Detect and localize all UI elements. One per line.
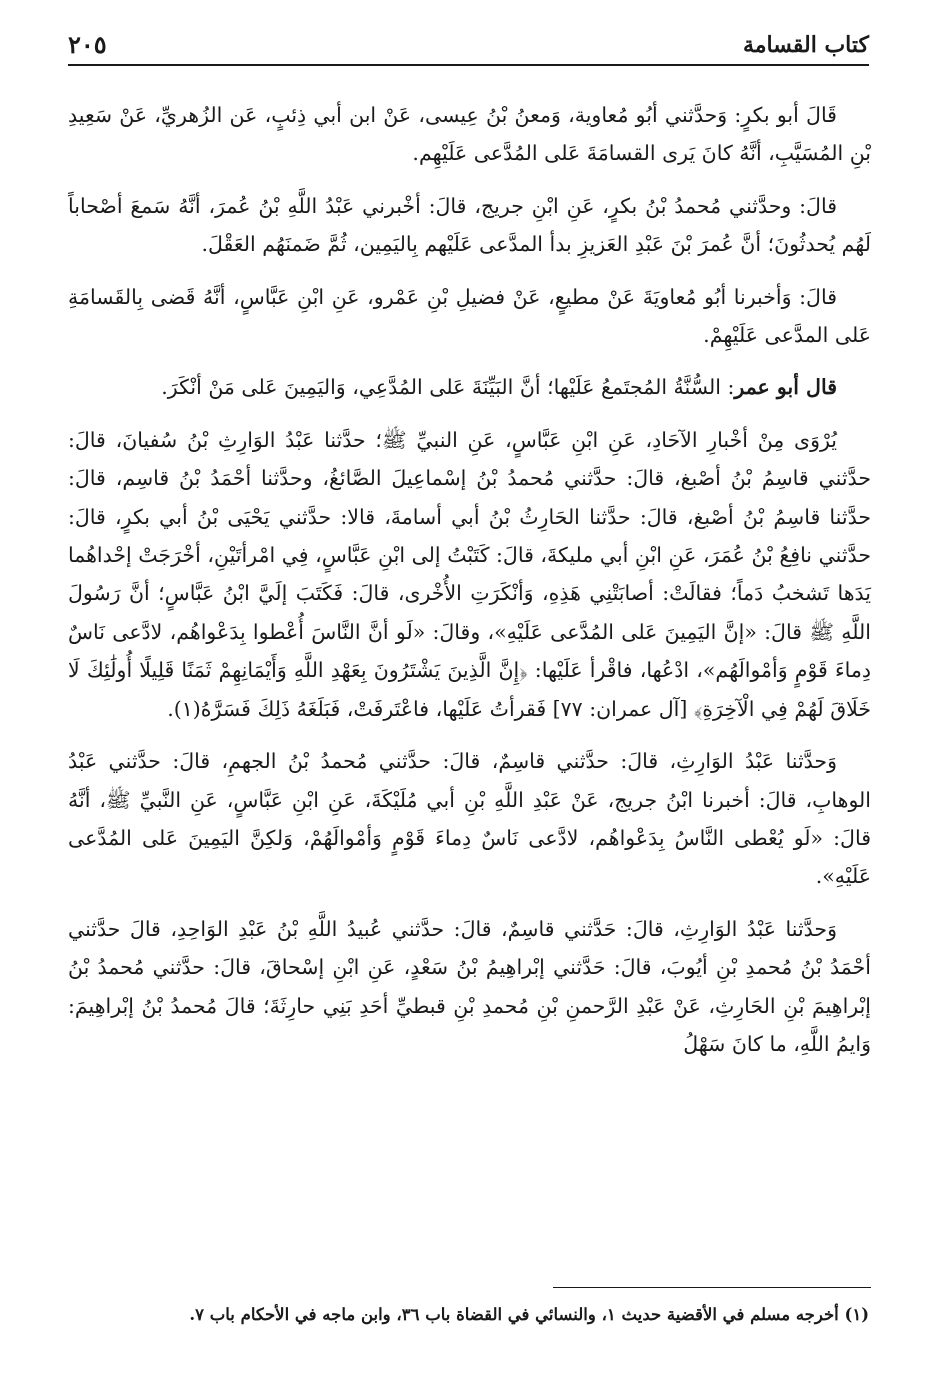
paragraph	[68, 910, 871, 1064]
footnote: (١) أخرجه مسلم في الأقضية حديث ١، والنسائي في القضاة باب ٣٦، وابن ماجه في الأحكام باب ٧.	[189, 1305, 869, 1324]
paragraph	[68, 96, 871, 173]
paragraph-text: وَحدَّثنا عَبْدُ الوَارِثِ، قالَ: حدَّثني قاسِمٌ، قالَ: حدَّثني مُحمدُ بْنُ الجهمِ، قالَ: حدَّثني عَبْدُ الوهابِ، قالَ: أخبرنا ابْنُ جريج، عَنْ عَبْدِ اللَّهِ بْنِ أبي مُلَيْكَةَ، عَنِ ابْنِ عَبَّاسٍ، عَنِ النَّبيِّ ﷺ، أنَّهُ قالَ: «لَو يُعْطى النَّاسُ بِدَعْواهُم، لادَّعى نَاسٌ دِماءَ قَوْمٍ وَأمْوالَهُمْ، وَلكِنَّ اليَمِينَ عَلى المُدَّعى عَلَيْهِ».	[68, 749, 871, 889]
page-number: ٢٠٥	[68, 30, 107, 59]
page-header	[68, 26, 869, 66]
paragraph	[68, 278, 871, 355]
paragraph	[68, 187, 871, 264]
speaker-lead: قال أبو عمر	[734, 375, 837, 400]
paragraph-text: وَحدَّثنا عَبْدُ الوَارِثِ، قالَ: حَدَّثني قاسِمٌ، قالَ: حدَّثني عُبيدُ اللَّهِ بْنُ عَبْدِ الوَاحِدِ، قالَ حدَّثني أحْمَدُ بْنُ مُحمدِ بْنِ أيُوبَ، قالَ: حَدَّثني إبْراهِيمُ بْنُ سَعْدٍ، عَنِ ابْنِ إسْحاقَ، قالَ: حدَّثني مُحمدُ بْنُ إبْراهِيمَ بْنِ الحَارِثِ، عَنْ عَبْدِ الرَّحمنِ بْنِ مُحمدِ بْنِ قبطيِّ أحَدِ بَنِي حارِثَةَ؛ قالَ مُحمدُ بْنُ إبْراهِيمَ: وَايمُ اللَّهِ، ما كانَ سَهْلُ	[68, 916, 871, 1056]
paragraph-text: قالَ: وحدَّثني مُحمدُ بْنُ بكرٍ، عَنِ ابْنِ جريج، قالَ: أخْبرني عَبْدُ اللَّهِ بْنُ عُمرَ، أنَّهُ سَمعَ أصْحاباً لَهُم يُحدثُونَ؛ أنَّ عُمرَ بْنَ عَبْدِ العَزيزِ بدأ المدَّعى عَلَيْهم بِاليَمِين، ثُمَّ ضَمنَهُم العَقْلَ.	[68, 193, 871, 257]
footnote-divider	[553, 1287, 871, 1288]
paragraph-text: : السُّنَّةُ المُجتَمعُ عَلَيْها؛ أنَّ البَيِّنَةَ عَلى المُدَّعِي، وَاليَمِينَ عَلى مَنْ أنْكَرَ.	[161, 375, 735, 400]
main-text	[68, 96, 871, 1077]
book-title: كتاب القسامة	[742, 32, 869, 58]
paragraph-text: قَالَ أبو بكرٍ: وَحدَّثني أبُو مُعاوية، وَمعنُ بْنُ عِيسى، عَنْ ابن أبي ذِئبٍ، عَن الزُهريِّ، عَنْ سَعِيدِ بْنِ المُسَيَّبِ، أنَّهُ كانَ يَرى القسامَةَ عَلى المُدَّعى عَلَيْهِم.	[68, 103, 871, 166]
paragraph	[68, 368, 871, 406]
paragraph-text: قالَ: وَأخبرنا أبُو مُعاويَةَ عَنْ مطيعٍ، عَنْ فضيلِ بْنِ عَمْرو، عَنِ ابْنِ عَبَّاسٍ، أنَّهُ قَضى بِالقَسامَةِ عَلى المدَّعى عَلَيْهِمْ.	[68, 284, 871, 348]
paragraph	[68, 421, 871, 728]
paragraph-text: يُرْوَى مِنْ أخْبارِ الآحَادِ، عَنِ ابْنِ عَبَّاسٍ، عَنِ النبيِّ ﷺ؛ حدَّثنا عَبْدُ الوَارِثِ بْنُ سُفيانَ، قالَ: حدَّثني قاسِمُ بْنُ أصْبغ، قالَ: حدَّثني مُحمدُ بْنُ إسْماعِيلَ الصَّائغُ، وحدَّثنا أحْمَدُ بْنُ قاسِم، قالَ: حدَّثنا قاسِمُ بْنُ أصْبغ، قالَ: حدَّثنا الحَارِثُ بْنُ أبي أسامةَ، قالا: حدَّثني يَحْيَى بْنُ أبي بكرٍ، قالَ: حدَّثني نافِعُ بْنُ عُمَرَ، عَنِ ابْنِ أبي مليكةَ، قالَ: كَتَبْتُ إلى ابْنِ عَبَّاسٍ، فِي امْرأتَيْنِ، أخْرَجَتْ إحْداهُما يَدَها تَشخبُ دَماً؛ فقالَتْ: أصابَتْنِي هَذِهِ، وَأنْكَرَتِ الأُخْرى، قالَ: فَكَتَبَ إلَيَّ ابْنُ عَبَّاسٍ؛ أنَّ رَسُولَ اللَّهِ ﷺ قالَ: «إنَّ اليَمِينَ عَلى المُدَّعى عَلَيْهِ»، وقالَ: «لَو أنَّ النَّاسَ أُعْطوا بِدَعْواهُم، لادَّعى نَاسٌ دِماءَ قَوْمٍ وَأمْوالَهُم»، ادْعُها، فاقْرأ عَلَيْها: ﴿إِنَّ الَّذِينَ يَشْتَرُونَ بِعَهْدِ اللَّهِ وَأَيْمَانِهِمْ ثَمَنًا قَلِيلًا أُولَٰئِكَ لَا خَلَاقَ لَهُمْ فِي الْآخِرَةِ﴾ [آل عمران: ٧٧] فَقرأتُ عَلَيْها، فاعْتَرفَتْ، فَبَلَغَهُ ذَلِكَ فَسَرَّهُ(١).	[68, 427, 871, 721]
paragraph	[68, 742, 871, 896]
